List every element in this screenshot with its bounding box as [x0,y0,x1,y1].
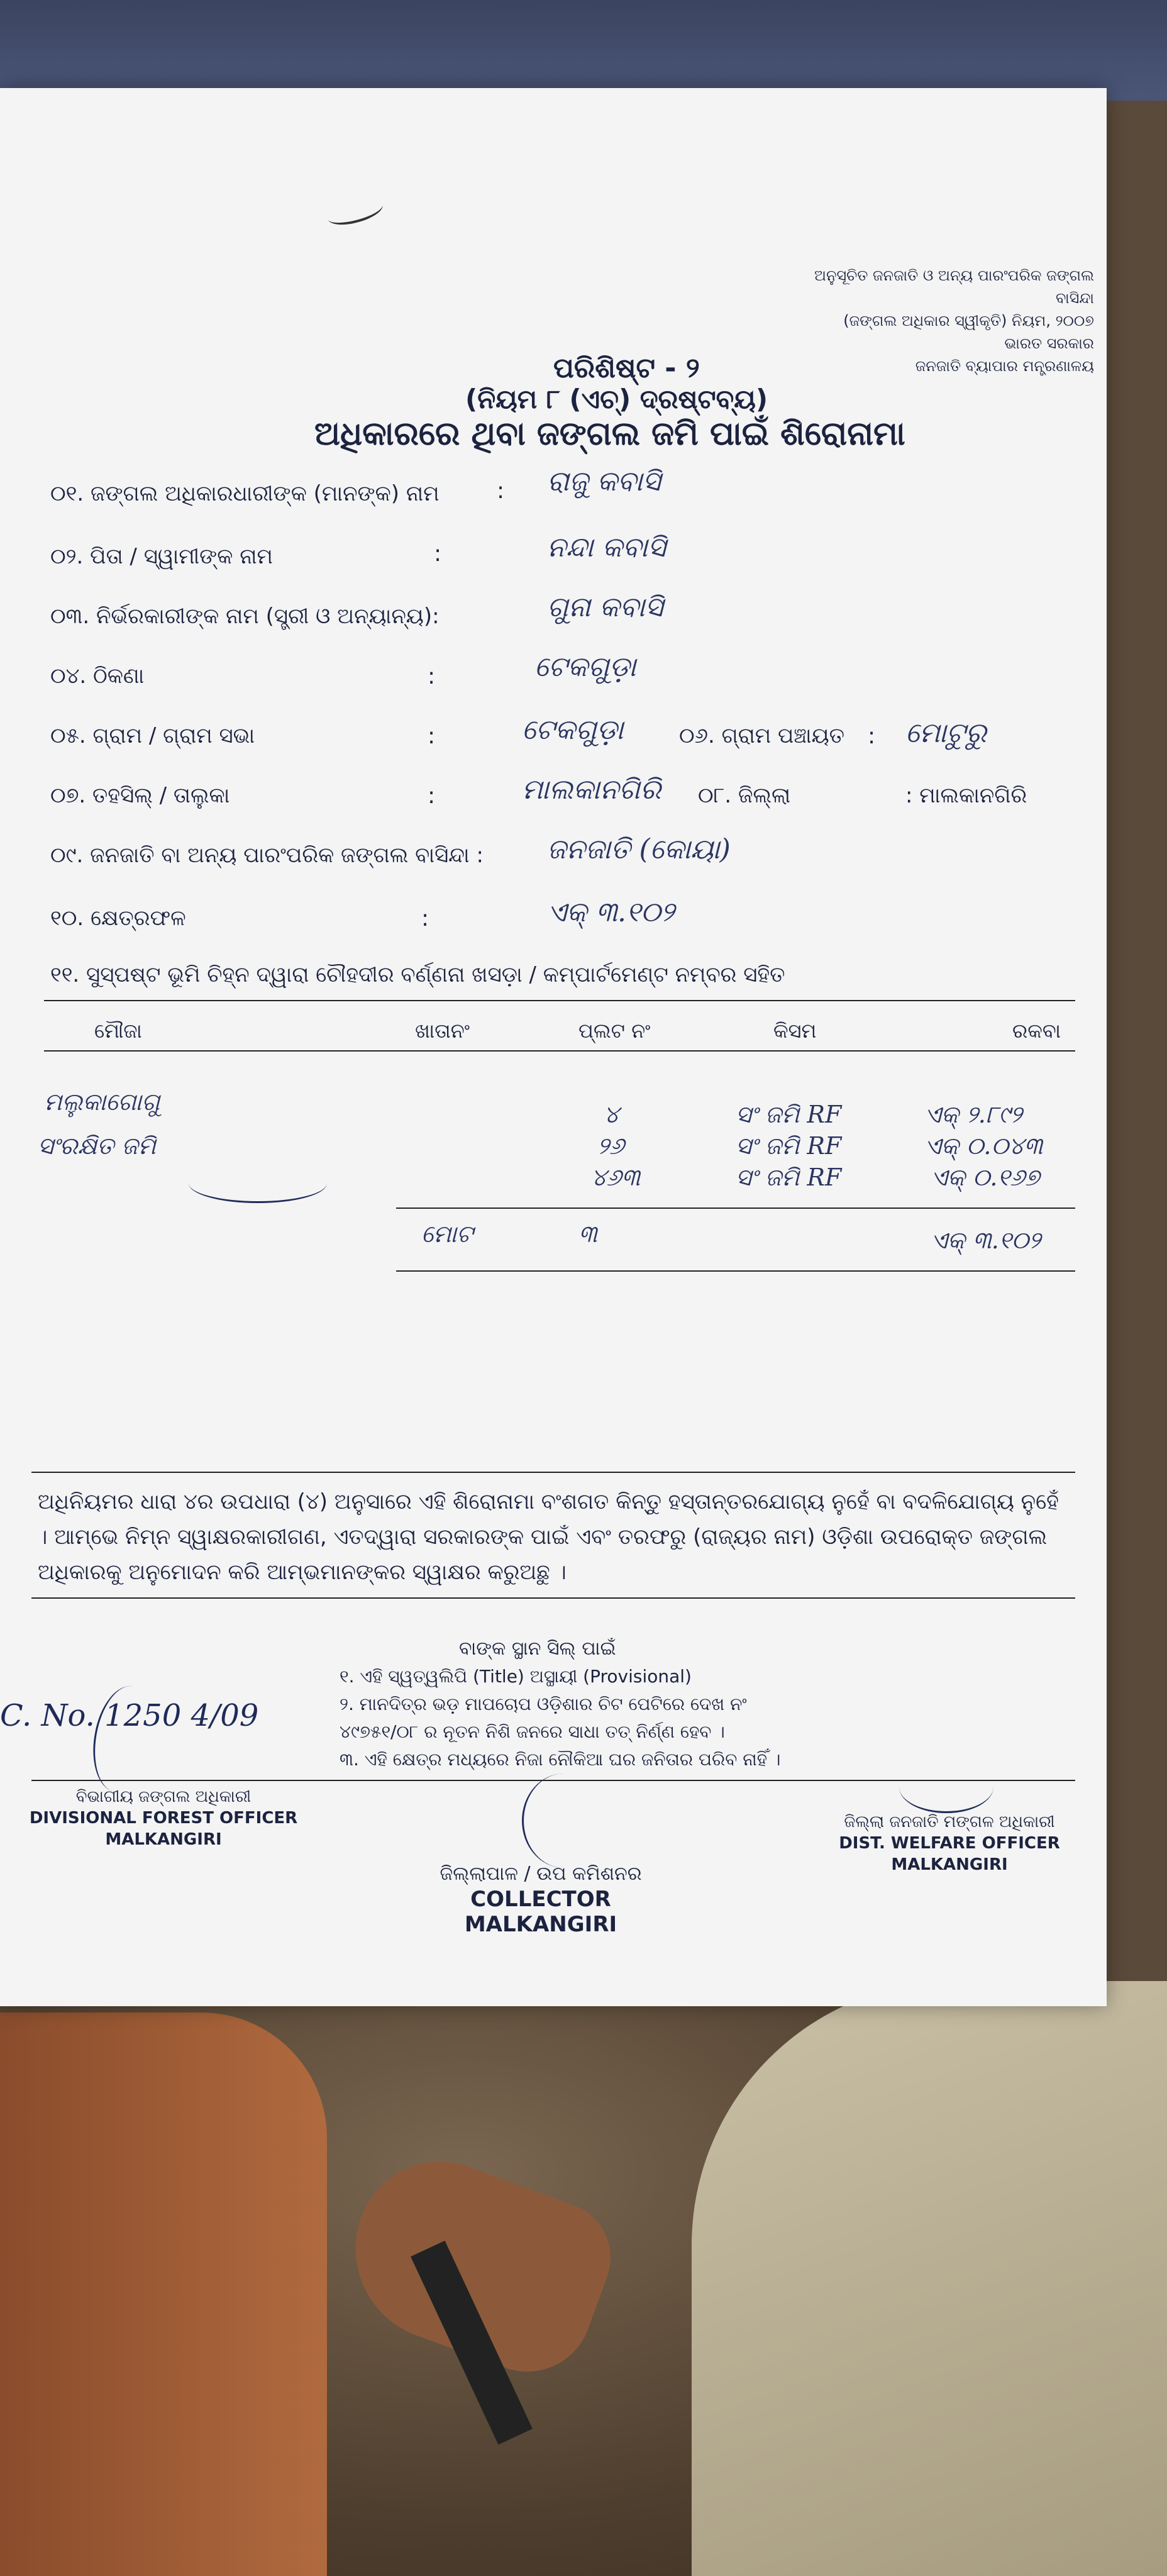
field-value-address: ଟେକଗୁଡ଼ା [534,651,636,683]
row-2-plot: ୨୬ [597,1132,624,1160]
field-label-area: ୧୦. କ୍ଷେତ୍ରଫଳ [50,906,186,931]
total-label: ମୋଟ [421,1220,473,1248]
title-document [0,88,1107,2006]
column-header-plot: ପ୍ଲଟ ନଂ [578,1019,651,1043]
field-label-gram-panchayat: ୦୬. ଗ୍ରାମ ପଞ୍ଚାୟତ [679,723,844,748]
header-line: ଭାରତ ସରକାର [1004,335,1094,352]
remark-item: ୪୯୭୫୧/୦୮ ର ନୂତନ ନିଶି ଜନରେ ସାଧା ତତ୍ ନିର୍ଣ୍ଣ ହେବ । [340,1721,725,1742]
case-number: C. No. 1250 4/09 [0,1698,259,1733]
signatory-dwo-title-odia: ଜିଲ୍ଲା ଜନଜାତି ମଙ୍ଗଳ ଅଧିକାରୀ [844,1813,1055,1831]
field-label-district: ୦୮. ଜିଲ୍ଲା [698,783,791,808]
mouza-type: ସଂରକ୍ଷିତ ଜମି [38,1132,156,1160]
field-value-gram-panchayat: ମୋଟୁରୁ [905,717,987,749]
field-label-dependents: ୦୩. ନିର୍ଭରକାରୀଙ୍କ ନାମ (ସ୍ତ୍ରୀ ଓ ଅନ୍ୟାନ୍ୟ): [50,604,440,629]
remark-item: ୩. ଏହି କ୍ଷେତ୍ର ମଧ୍ୟରେ ନିଜା ନୌକିଆ ଘର ଜନିତାର ପରିବ ନାହିଁ । [340,1749,781,1770]
notice-bottom-rule [31,1597,1075,1599]
colon: : [428,783,436,809]
table-header-rule [44,1050,1075,1052]
signatory-dfo-place: MALKANGIRI [105,1830,222,1849]
field-label-boundary: ୧୧. ସୁସ୍ପଷ୍ଟ ଭୂମି ଚିହ୍ନ ଦ୍ୱାରା ଚୌହଦୀର ବର୍ଣ୍ଣନା ଖସଡ଼ା / କମ୍ପାର୍ଟମେଣ୍ଟ ନମ୍ବର ସହିତ [50,962,785,987]
column-header-kisam: କିସମ [773,1019,817,1043]
rule-reference: (ନିୟମ ୮ (ଏଚ୍) ଦ୍ରଷ୍ଟବ୍ୟ) [465,384,768,414]
mouza-name: ମଲୁକାଗୋଗୁ [44,1088,160,1116]
row-3-rakba: ଏକ୍ ୦.୧୬୭ [931,1163,1040,1191]
field-value-tribe: ଜନଜାତି (କୋୟା) [547,833,731,865]
table-surface-top [0,0,1167,101]
signatory-dfo-title-odia: ବିଭାଗୀୟ ଜଙ୍ଗଲ ଅଧିକାରୀ [75,1787,252,1806]
field-label-tribe: ୦୯. ଜନଜାତି ବା ଅନ୍ୟ ପାରଂପରିକ ଜଙ୍ଗଲ ବାସିନ୍ଦା : [50,843,484,868]
row-2-rakba: ଏକ୍ ୦.୦୪୩ [924,1132,1043,1160]
field-label-tehsil: ୦୭. ତହସିଲ୍ / ତାଲୁକା [50,783,230,808]
signatory-collector [365,1862,717,1937]
signatory-dwo-place: MALKANGIRI [891,1855,1008,1874]
signatory-collector-title-en: COLLECTOR [470,1887,611,1912]
row-2-kisam: ସଂ ଜମି RF [736,1132,842,1160]
ink-mark [325,194,385,230]
table-bottom-rule [396,1270,1075,1272]
column-header-mouza: ମୌଜା [94,1019,142,1043]
remarks-heading: ବାଙ୍କ ସ୍ଥାନ ସିଲ୍ ପାଇଁ [459,1638,616,1660]
remark-item: ୧. ଏହି ସ୍ୱତ୍ୱଲିପି (Title) ଅସ୍ଥାୟୀ (Provisional) [340,1666,692,1687]
field-value-village: ଟେକଗୁଡ଼ା [522,714,624,746]
field-label-holder-name: ୦୧. ଜଙ୍ଗଲ ଅଧିକାରଧାରୀଙ୍କ (ମାନଙ୍କ) ନାମ [50,481,440,506]
field-value-tehsil: ମାଲକାନଗିରି [522,774,661,806]
colon: : [868,723,876,749]
field-value-holder-name: ରାଜୁ କବାସି [547,465,661,497]
column-header-khata: ଖାତାନଂ [415,1019,470,1043]
header-line: ଅନୁସୂଚିତ ଜନଜାତି ଓ ଅନ୍ୟ ପାରଂପରିକ ଜଙ୍ଗଲ ବାସିନ୍ଦା [814,267,1094,307]
row-3-plot: ୪୬୩ [591,1163,641,1191]
field-label-father-name: ୦୨. ପିତା / ସ୍ୱାମୀଙ୍କ ନାମ [50,544,273,569]
total-count: ୩ [578,1220,597,1248]
legal-notice: ଅଧିନିୟମର ଧାରା ୪ର ଉପଧାରା (୪) ଅନୁସାରେ ଏହି ଶିରୋନାମା ବଂଶଗତ କିନ୍ତୁ ହସ୍ତାନ୍ତରଯୋଗ୍ୟ ନୁହେଁ ବା ବଦଳିଯୋଗ୍ୟ ନୁହେଁ । ଆମ୍ଭେ ନିମ୍ନ ସ୍ୱାକ୍ଷରକାରୀଗଣ, ଏତଦ୍ୱାରା ସରକାରଙ୍କ ପାଇଁ ଏବଂ ତରଫରୁ (ରାଜ୍ୟର ନାମ) ଓଡ଼ିଶା ଉପରୋକ୍ତ ଜଙ୍ଗଲ ଅଧିକାରକୁ ଅନୁମୋଦନ କରି ଆମ୍ଭମାନଙ୍କର ସ୍ୱାକ୍ଷର କରୁଅଛୁ । [38,1489,1059,1585]
field-value-father-name: ନନ୍ଦା କବାସି [547,531,666,564]
signatory-dwo [805,1811,1094,1875]
collector-signature [522,1774,606,1868]
colon: : [428,663,436,689]
row-1-rakba: ଏକ୍ ୨.୮୯୨ [924,1101,1022,1128]
field-value-district: : ମାଲକାନଗିରି [905,783,1027,808]
signatory-dfo [13,1786,314,1850]
notice-top-rule [31,1472,1075,1473]
row-3-kisam: ସଂ ଜମି RF [736,1163,842,1191]
remark-item: ୨. ମାନଦିତ୍ର ଭଡ଼ ମାପଚୋପ ଓଡ଼ିଶାର ଚିଟ ପେଟିରେ ଦେଖ ନଂ [340,1694,747,1714]
signatory-dwo-title-en: DIST. WELFARE OFFICER [839,1834,1060,1853]
table-top-rule [44,1000,1075,1001]
leg-left [0,2012,327,2576]
header-ministry-block [780,264,1094,377]
header-line: ଜନଜାତି ବ୍ୟାପାର ମନ୍ତ୍ରଣାଳୟ [915,357,1094,375]
field-value-dependents: ଗୁନା କବାସି [547,591,663,623]
row-1-plot: ୪ [604,1101,619,1128]
row-1-kisam: ସଂ ଜମି RF [736,1101,842,1128]
field-value-area: ଏକ୍ ୩.୧୦୨ [547,896,675,928]
column-header-rakba: ରକବା [1012,1019,1061,1043]
signatory-dfo-title-en: DIVISIONAL FOREST OFFICER [29,1809,298,1828]
field-label-village: ୦୫. ଗ୍ରାମ / ଗ୍ରାମ ସଭା [50,723,255,748]
field-label-address: ୦୪. ଠିକଣା [50,663,145,689]
remarks-block [340,1635,781,1774]
cloth-right [692,1981,1167,2576]
page-title: ଅଧିକାରରେ ଥିବା ଜଙ୍ଗଲ ଜମି ପାଇଁ ଶିରୋନାମା [314,415,905,453]
dwo-signature [899,1761,993,1813]
header-line: (ଜଙ୍ଗଲ ଅଧିକାର ସ୍ୱୀକୃତି) ନିୟମ, ୨୦୦୭ [843,312,1094,330]
signatory-collector-place: MALKANGIRI [464,1912,617,1937]
colon: : [497,478,505,504]
colon: : [421,906,429,931]
mouza-signature-stroke [189,1163,327,1203]
colon: : [434,541,442,567]
total-area: ଏକ୍ ୩.୧୦୨ [931,1226,1041,1254]
colon: : [428,723,436,749]
signatory-collector-title-odia: ଜିଲ୍ଲାପାଳ / ଉପ କମିଶନର [440,1863,642,1885]
table-total-rule [396,1208,1075,1209]
appendix-label: ପରିଶିଷ୍ଟ - ୨ [553,352,700,384]
